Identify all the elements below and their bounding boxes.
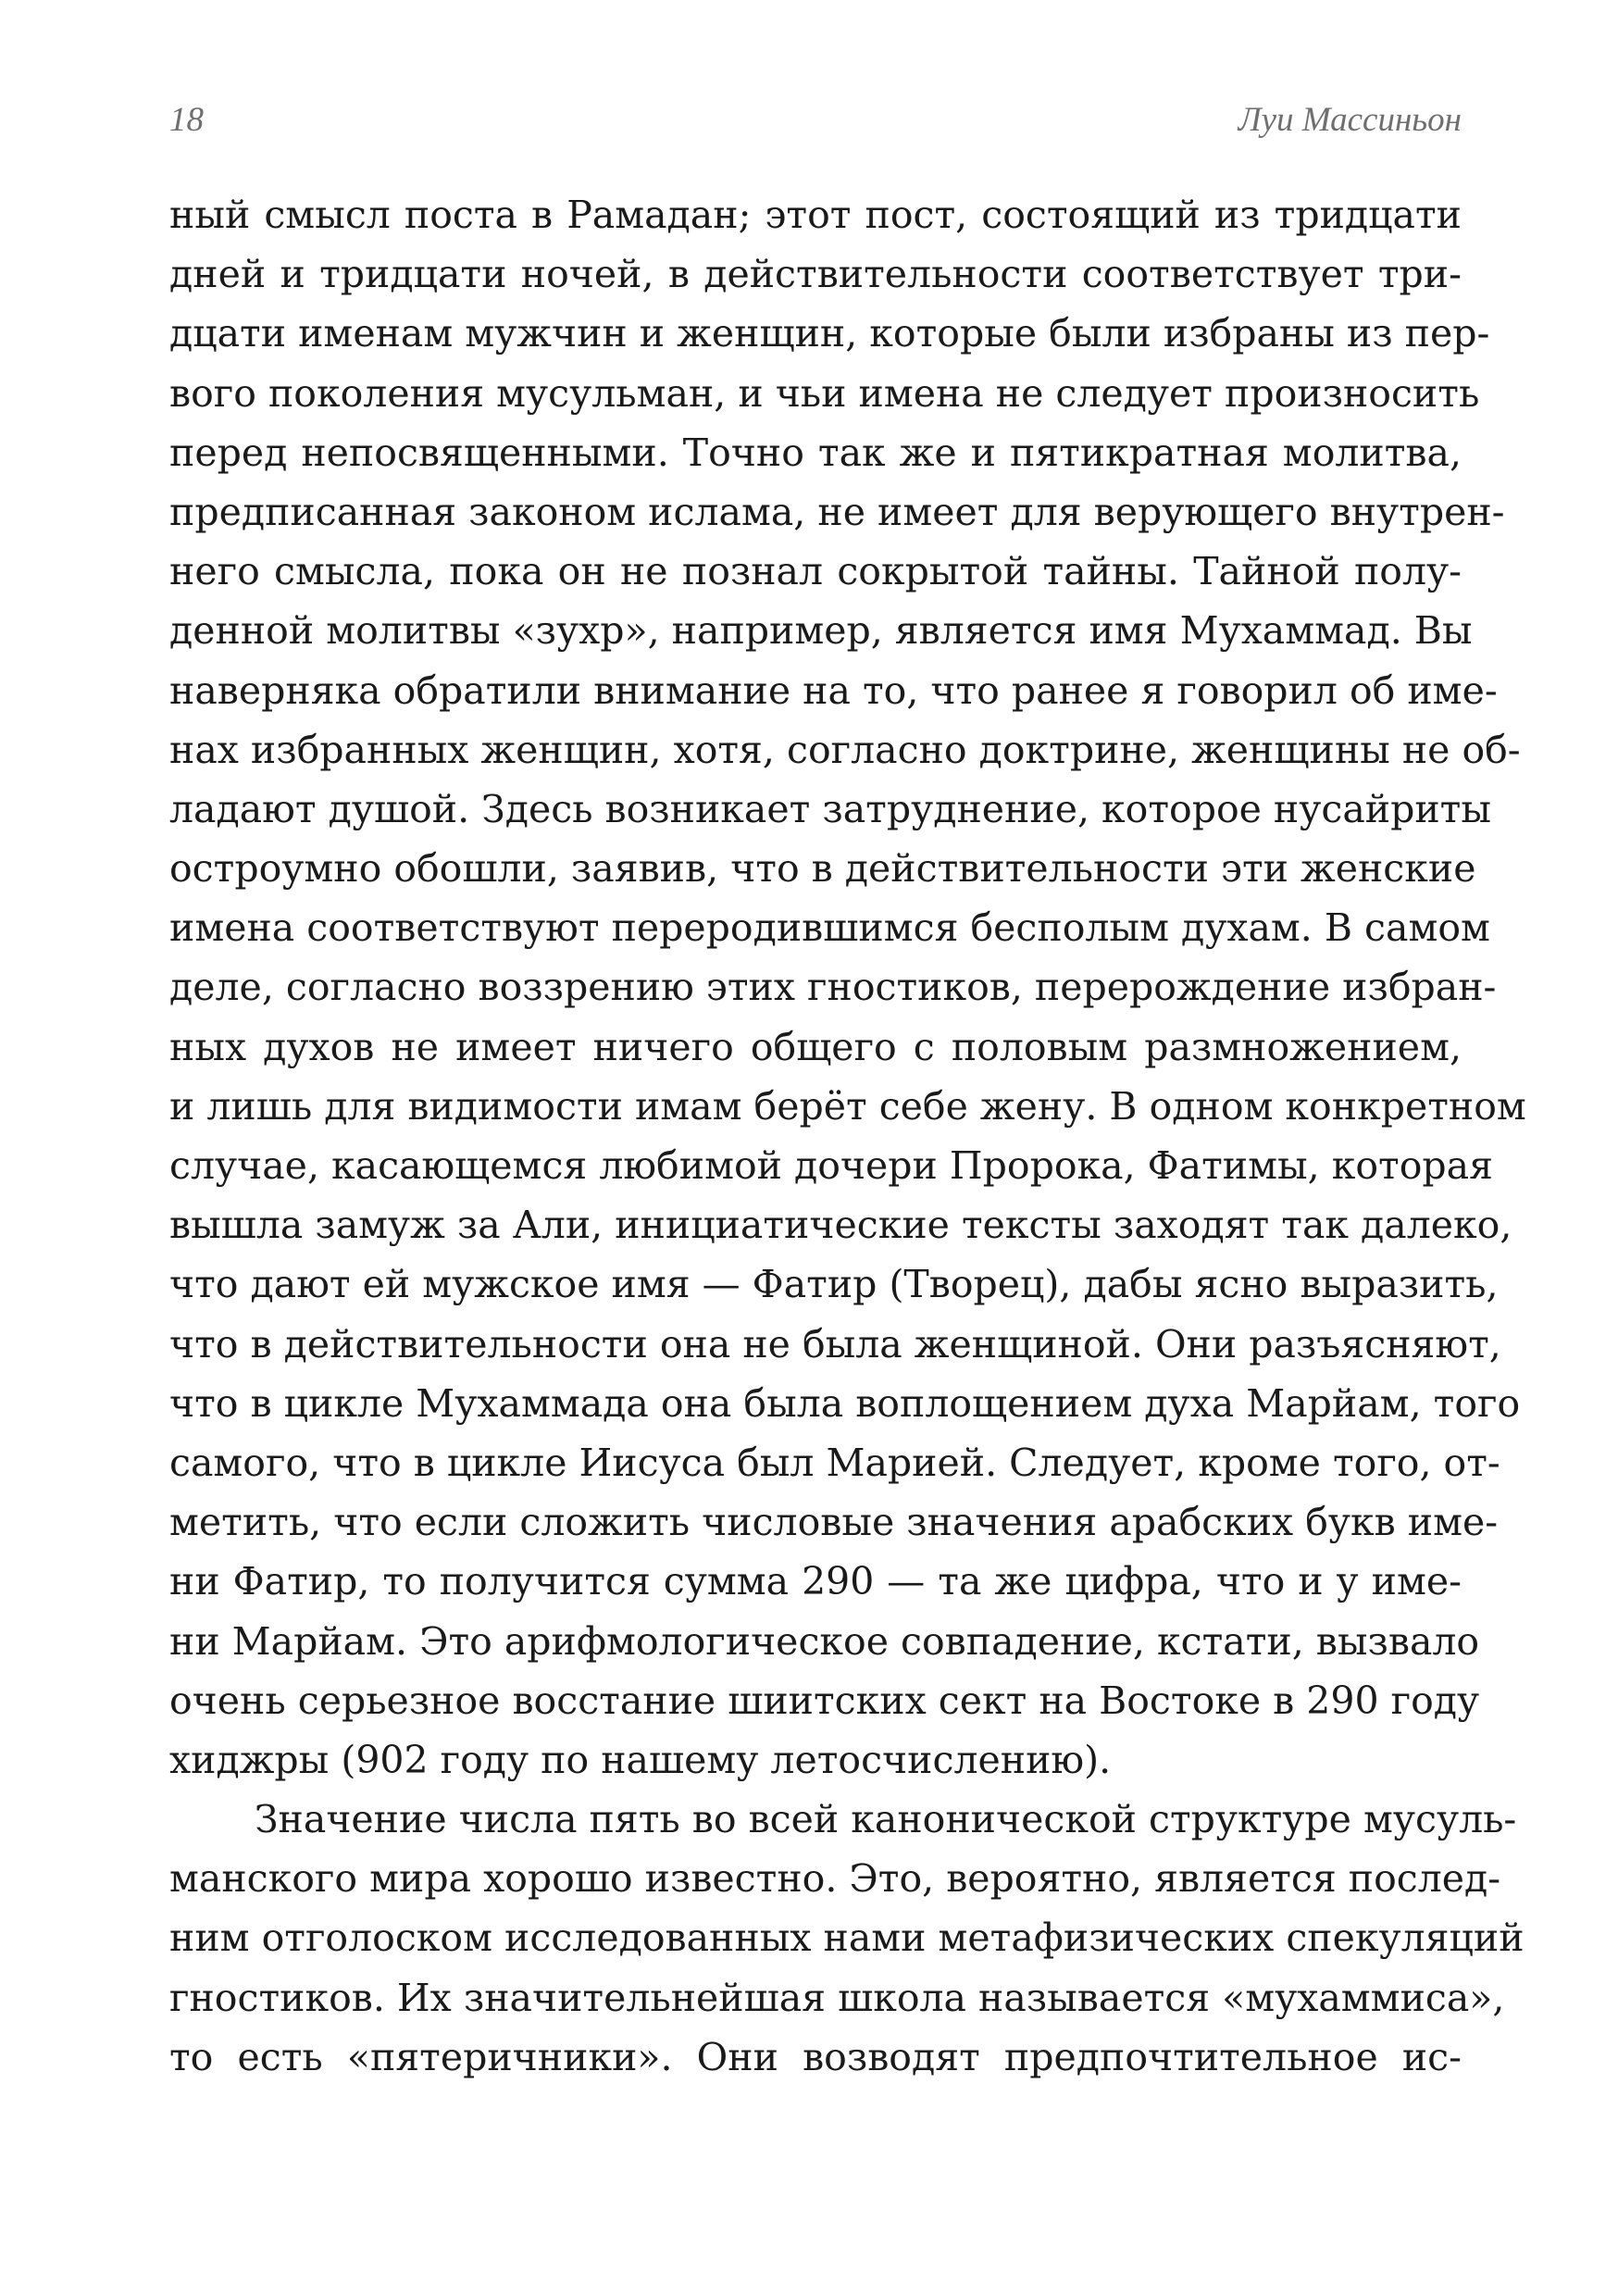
text-line: и лишь для видимости имам берёт себе жену. В одном конкретном — [169, 1083, 1526, 1129]
text-line: что в цикле Мухаммада она была воплощением духа Марйам, того — [169, 1380, 1521, 1426]
text-line: что дают ей мужское имя — Фатир (Творец), дабы ясно выразить, — [169, 1262, 1499, 1307]
text-line: перед непосвященными. Точно так же и пятикратная молитва, — [169, 430, 1462, 475]
text-line: ный смысл поста в Рамадан; этот пост, состоящий из тридцати — [169, 193, 1462, 237]
text-line: вого поколения мусульман, и чьи имена не следует произносить — [169, 370, 1480, 416]
text-line: вышла замуж за Али, инициатические тексты заходят так далеко, — [169, 1203, 1512, 1248]
text-line: Значение числа пять во всей канонической структуре мусуль- — [255, 1797, 1517, 1842]
body-text — [169, 185, 1526, 2087]
text-line: гностиков. Их значительнейшая школа называется «мухаммиса», — [169, 1975, 1505, 2020]
text-line: остроумно обошли, заявив, что в действительности эти женские — [169, 846, 1476, 892]
text-line: ним отголоском исследованных нами метафизических спекуляций — [169, 1915, 1525, 1961]
text-line: манского мира хорошо известно. Это, вероятно, является послед- — [169, 1856, 1501, 1902]
running-head-author: Луи Массиньон — [1238, 101, 1462, 139]
text-line: него смысла, пока он не познал сокрытой тайны. Тайной полу- — [169, 549, 1462, 594]
text-line: наверняка обратили внимание на то, что ранее я говорил об име- — [169, 668, 1498, 713]
text-line: ных духов не имеет ничего общего с половым размножением, — [169, 1024, 1462, 1069]
paragraph-2 — [169, 1790, 1525, 2087]
running-head — [169, 100, 1462, 146]
text-line: предписанная законом ислама, не имеет для верующего внутрен- — [169, 489, 1505, 534]
text-line: случае, касающемся любимой дочери Пророка, Фатимы, которая — [169, 1143, 1493, 1188]
text-line: дцати именам мужчин и женщин, которые были избраны из пер- — [169, 311, 1490, 356]
text-line: метить, что если сложить числовые значения арабских букв име- — [169, 1500, 1499, 1545]
text-line: ни Марйам. Это арифмологическое совпадение, кстати, вызвало — [169, 1618, 1480, 1664]
text-line: хиджры (902 году по нашему летосчислению). — [169, 1737, 1112, 1782]
text-line: денной молитвы «зухр», например, является имя Мухаммад. Вы — [169, 608, 1473, 654]
text-line: дней и тридцати ночей, в действительности соответствует три- — [169, 252, 1462, 297]
text-line: то есть «пятеричники». Они возводят предпочтительное ис- — [169, 2034, 1462, 2079]
text-line: нах избранных женщин, хотя, согласно доктрине, женщины не об- — [169, 727, 1521, 772]
text-line: деле, согласно воззрению этих гностиков, перерождение избран- — [169, 965, 1497, 1010]
text-line: что в действительности она не была женщиной. Они разъясняют, — [169, 1321, 1501, 1366]
text-line: имена соответствуют переродившимся бесполым духам. В самом — [169, 905, 1490, 951]
text-line: ни Фатир, то получится сумма 290 — та же цифра, что и у име- — [169, 1559, 1462, 1604]
paragraph-1 — [169, 185, 1526, 1790]
text-line: самого, что в цикле Иисуса был Марией. Следует, кроме того, от- — [169, 1440, 1500, 1485]
page-number: 18 — [169, 101, 204, 139]
text-line: ладают душой. Здесь возникает затруднение, которое нусайриты — [169, 786, 1491, 831]
text-line: очень серьезное восстание шиитских сект на Востоке в 290 году — [169, 1678, 1480, 1723]
